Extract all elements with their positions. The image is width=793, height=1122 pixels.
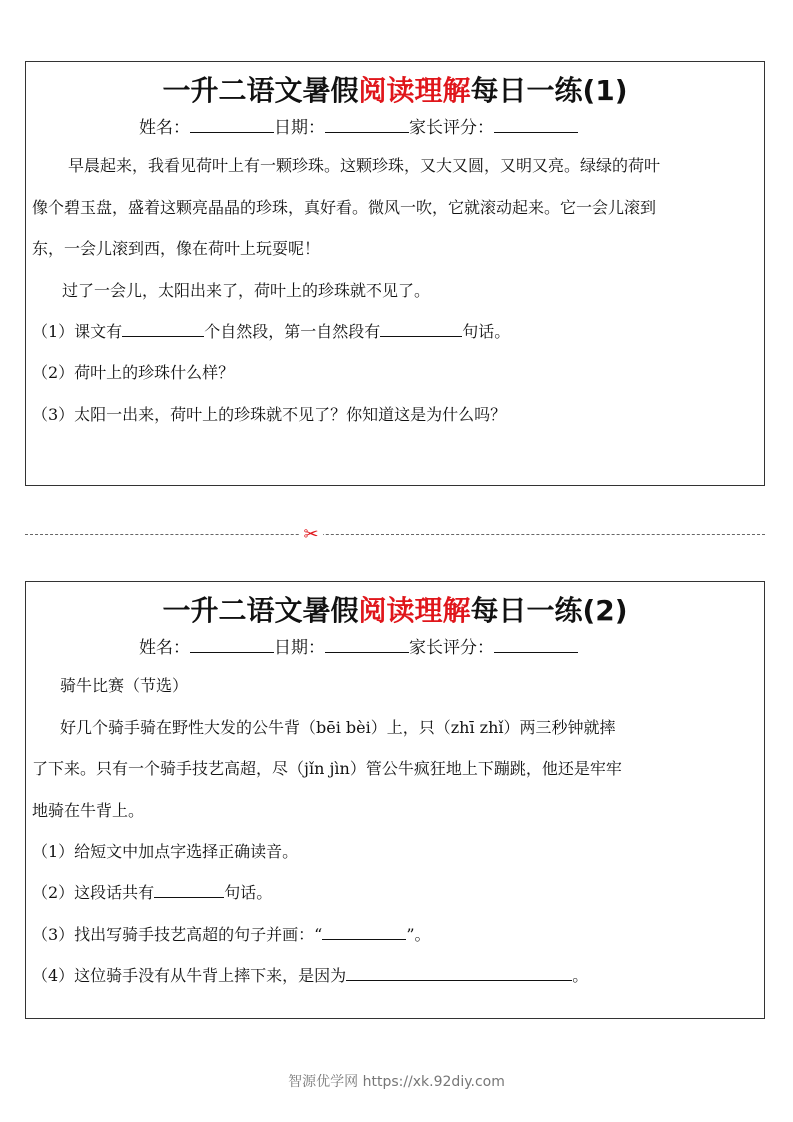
question-text: 个自然段，第一自然段有	[204, 322, 381, 341]
question-3: （3）太阳一出来，荷叶上的珍珠就不见了？你知道这是为什么吗？	[32, 405, 507, 424]
passage-heading: 骑牛比赛（节选）	[60, 676, 189, 695]
question-text: （1）课文有	[32, 322, 123, 341]
name-label: 姓名：	[139, 118, 190, 138]
cut-line	[25, 534, 765, 535]
parent-score-label: 家长评分：	[409, 118, 494, 138]
title-suffix: 每日一练(2)	[470, 594, 628, 627]
question-2: （2）荷叶上的珍珠什么样？	[32, 363, 235, 382]
title-highlight: 阅读理解	[358, 74, 471, 107]
question-text: 句话。	[224, 883, 273, 902]
parent-score-blank[interactable]	[494, 636, 578, 653]
title-prefix: 一升二语文暑假	[162, 74, 359, 107]
answer-blank[interactable]	[122, 322, 204, 337]
name-blank[interactable]	[190, 636, 274, 653]
student-info-row	[139, 116, 578, 139]
passage-line: 早晨起来，我看见荷叶上有一颗珍珠。这颗珍珠，又大又圆，又明又亮。绿绿的荷叶	[68, 156, 661, 175]
answer-blank[interactable]	[346, 966, 572, 981]
question-text: （4）这位骑手没有从牛背上摔下来，是因为	[32, 966, 347, 985]
parent-score-blank[interactable]	[494, 116, 578, 133]
question-2	[32, 883, 758, 903]
footer-watermark: 智源优学网 https://xk.92diy.com	[288, 1074, 505, 1090]
passage-line: 了下来。只有一个骑手技艺高超，尽（jǐn jìn）管公牛疯狂地上下蹦跳，他还是牢牢	[32, 759, 622, 778]
passage-line: 像个碧玉盘，盛着这颗亮晶晶的珍珠，真好看。微风一吹，它就滚动起来。它一会儿滚到	[32, 198, 657, 217]
answer-blank[interactable]	[322, 925, 406, 940]
name-label: 姓名：	[139, 638, 190, 658]
student-info-row	[139, 636, 578, 659]
passage-line: 好几个骑手骑在野性大发的公牛背（bēi bèi）上，只（zhī zhǐ）两三秒钟就摔	[60, 718, 616, 737]
question-1: （1）给短文中加点字选择正确读音。	[32, 842, 299, 861]
date-label: 日期：	[274, 118, 325, 138]
card-title	[26, 74, 764, 108]
scissors-icon: ✂	[299, 524, 323, 546]
exercise-card-1	[25, 61, 765, 486]
question-3	[32, 925, 758, 945]
passage-line: 东，一会儿滚到西，像在荷叶上玩耍呢！	[32, 239, 321, 258]
answer-blank[interactable]	[154, 883, 224, 898]
date-blank[interactable]	[325, 636, 409, 653]
date-label: 日期：	[274, 638, 325, 658]
question-text: 。	[572, 966, 589, 985]
question-text: 句话。	[462, 322, 511, 341]
question-4	[32, 966, 758, 986]
card-title	[26, 594, 764, 628]
question-text: （2）这段话共有	[32, 883, 155, 902]
question-1	[32, 322, 758, 342]
name-blank[interactable]	[190, 116, 274, 133]
exercise-card-2	[25, 581, 765, 1019]
question-text: （3）找出写骑手技艺高超的句子并画：“	[32, 925, 323, 944]
title-highlight: 阅读理解	[358, 594, 471, 627]
question-text: ”。	[406, 925, 431, 944]
passage-line: 过了一会儿，太阳出来了，荷叶上的珍珠就不见了。	[62, 281, 431, 300]
title-prefix: 一升二语文暑假	[162, 594, 359, 627]
parent-score-label: 家长评分：	[409, 638, 494, 658]
passage-line: 地骑在牛背上。	[32, 801, 145, 820]
answer-blank[interactable]	[380, 322, 462, 337]
date-blank[interactable]	[325, 116, 409, 133]
title-suffix: 每日一练(1)	[470, 74, 628, 107]
